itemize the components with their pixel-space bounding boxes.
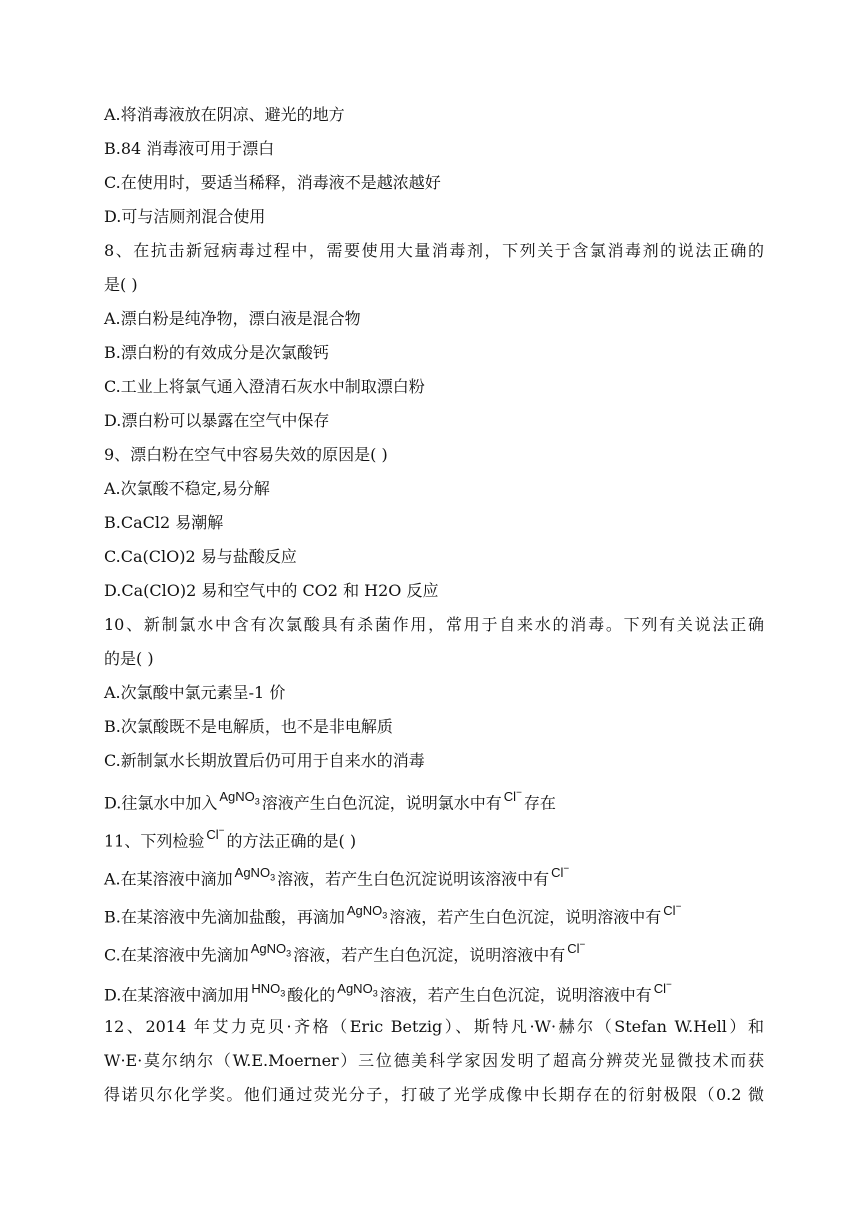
q11-option-d-text3: 溶液，若产生白色沉淀，说明溶液中有 <box>379 985 652 1005</box>
q9-stem: 9、漂白粉在空气中容易失效的原因是( ) <box>104 445 388 464</box>
q12-line2: W·E·莫尔纳尔（W.E.Moerner）三位德美科学家因发明了超高分辨荧光显微技术而获 <box>104 1051 764 1070</box>
q9-option-d: D.Ca(ClO)2 易和空气中的 CO2 和 H2O 反应 <box>104 581 439 600</box>
q7-option-a: A.将消毒液放在阴凉、避光的地方 <box>104 105 345 124</box>
agno3-formula: AgNO3 <box>219 789 260 807</box>
chloride-ion-formula: Cl− <box>503 788 522 805</box>
chloride-ion-formula: Cl− <box>653 980 672 997</box>
q11-option-c-text1: C.在某溶液中先滴加 <box>104 945 249 965</box>
q10-stem-line1: 10、新制氯水中含有次氯酸具有杀菌作用，常用于自来水的消毒。下列有关说法正确 <box>104 615 764 634</box>
q12-line1: 12、2014 年艾力克贝·齐格（Eric Betzig）、斯特凡·W·赫尔（Stefan W.Hell）和 <box>104 1017 764 1036</box>
q11-stem-text2: 的方法正确的是( ) <box>226 831 357 851</box>
q11-option-a-text1: A.在某溶液中滴加 <box>104 869 233 889</box>
q7-option-d: D.可与洁厕剂混合使用 <box>104 207 266 226</box>
agno3-formula: AgNO3 <box>234 865 276 883</box>
q8-option-a: A.漂白粉是纯净物，漂白液是混合物 <box>104 309 361 328</box>
q11-option-b-text1: B.在某溶液中先滴加盐酸，再滴加 <box>104 907 345 927</box>
q11-option-a-text2: 溶液，若产生白色沉淀说明该溶液中有 <box>277 869 550 889</box>
q11-option-d-text1: D.在某溶液中滴加用 <box>104 985 250 1005</box>
q10-option-d-text2: 溶液产生白色沉淀，说明氯水中有 <box>261 793 502 813</box>
q12-line3: 得诺贝尔化学奖。他们通过荧光分子，打破了光学成像中长期存在的衍射极限（0.2 微 <box>104 1085 764 1104</box>
q11-option-b <box>104 904 764 926</box>
q10-option-b: B.次氯酸既不是电解质，也不是非电解质 <box>104 717 393 736</box>
q11-stem-text1: 11、下列检验 <box>104 831 205 851</box>
q7-option-b: B.84 消毒液可用于漂白 <box>104 139 275 158</box>
q11-stem <box>104 828 764 850</box>
q11-option-a <box>104 866 764 888</box>
q9-option-c: C.Ca(ClO)2 易与盐酸反应 <box>104 547 297 566</box>
q11-option-d <box>104 982 764 1004</box>
q10-option-d <box>104 790 764 812</box>
chloride-ion-formula: Cl− <box>663 902 682 919</box>
agno3-formula: AgNO3 <box>250 941 292 959</box>
q10-option-d-text3: 存在 <box>523 793 556 813</box>
q11-option-b-text2: 溶液，若产生白色沉淀，说明溶液中有 <box>389 907 662 927</box>
q9-option-a: A.次氯酸不稳定,易分解 <box>104 479 270 498</box>
chloride-ion-formula: Cl− <box>551 864 570 881</box>
q8-option-b: B.漂白粉的有效成分是次氯酸钙 <box>104 343 329 362</box>
q8-option-c: C.工业上将氯气通入澄清石灰水中制取漂白粉 <box>104 377 425 396</box>
q9-option-b: B.CaCl2 易潮解 <box>104 513 224 532</box>
q11-option-c-text2: 溶液，若产生白色沉淀，说明溶液中有 <box>293 945 566 965</box>
q8-stem-line2: 是( ) <box>104 275 138 294</box>
agno3-formula: AgNO3 <box>337 981 378 999</box>
chloride-ion-formula: Cl− <box>567 940 586 957</box>
q10-option-a: A.次氯酸中氯元素呈-1 价 <box>104 683 286 702</box>
q7-option-c: C.在使用时，要适当稀释，消毒液不是越浓越好 <box>104 173 441 192</box>
q8-stem-line1: 8、在抗击新冠病毒过程中，需要使用大量消毒剂，下列关于含氯消毒剂的说法正确的 <box>104 241 764 260</box>
q8-option-d: D.漂白粉可以暴露在空气中保存 <box>104 411 330 430</box>
q11-option-c <box>104 942 764 964</box>
hno3-formula: HNO3 <box>251 981 286 999</box>
q10-option-d-text1: D.往氯水中加入 <box>104 793 218 813</box>
chloride-ion-formula: Cl− <box>206 826 225 843</box>
q10-stem-line2: 的是( ) <box>104 649 154 668</box>
agno3-formula: AgNO3 <box>346 903 388 921</box>
q10-option-c: C.新制氯水长期放置后仍可用于自来水的消毒 <box>104 751 425 770</box>
q11-option-d-text2: 酸化的 <box>287 985 336 1005</box>
